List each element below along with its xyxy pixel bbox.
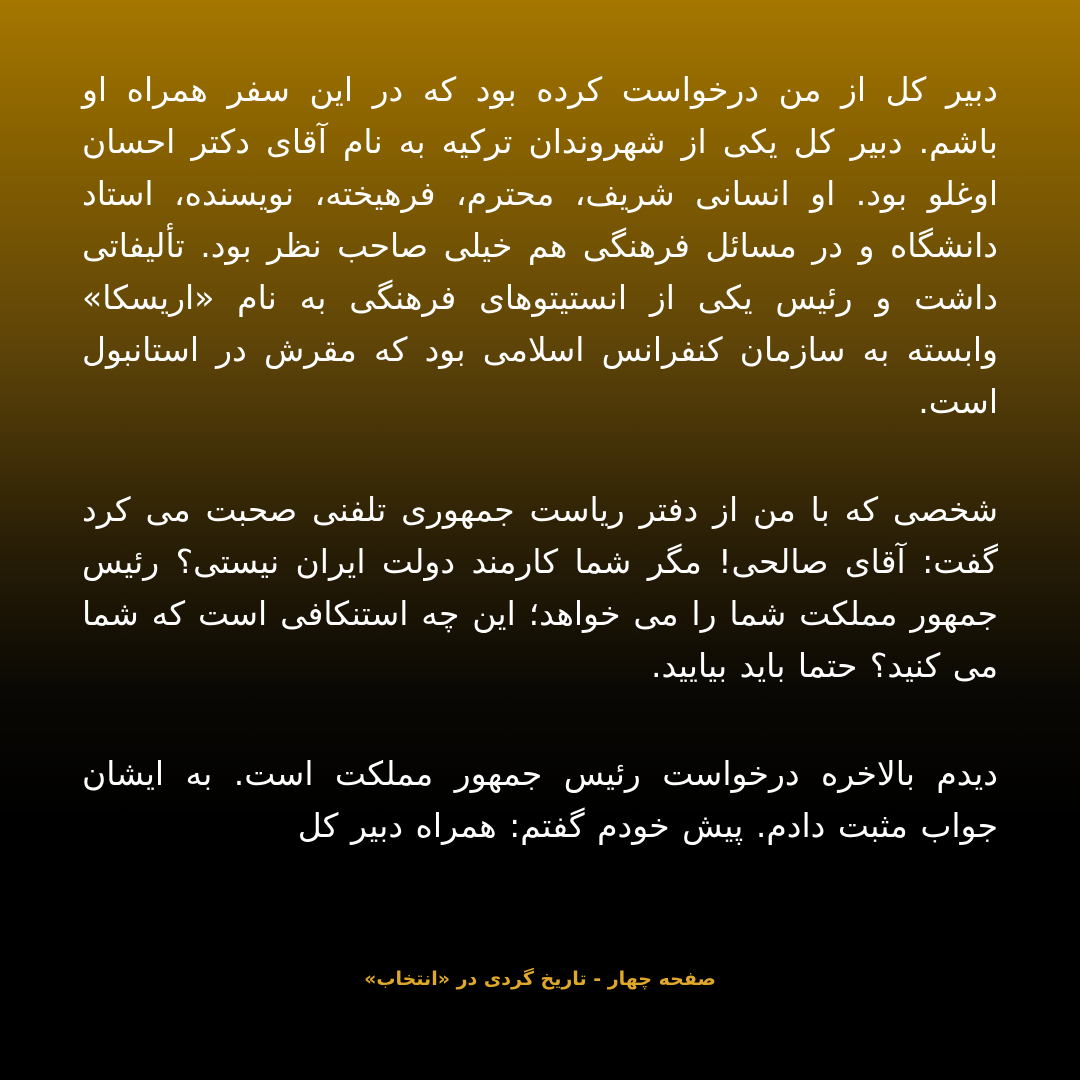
paragraph-2: شخصی که با من از دفتر ریاست جمهوری تلفنی صحبت می کرد گفت: آقای صالحی! مگر شما کارمند دولت ایران نیستی؟ رئیس جمهور مملکت شما را می خواهد؛ این چه استنکافی است که شما می کنید؟ حتما باید بیایید.: [82, 490, 998, 685]
page-footer-caption: صفحه چهار - تاریخ گردی در «انتخاب»: [364, 968, 716, 990]
article-body: [82, 64, 998, 908]
paragraph-3: دیدم بالاخره درخواست رئیس جمهور مملکت است. به ایشان جواب مثبت دادم. پیش خودم گفتم: همراه دبیر کل: [82, 754, 998, 845]
paragraph-1: دبیر کل از من درخواست کرده بود که در این سفر همراه او باشم. دبیر کل یکی از شهروندان ترکیه به نام آقای دکتر احسان اوغلو بود. او انسانی شریف، محترم، فرهیخته، نویسنده، استاد دانشگاه و در مسائل فرهنگی هم خیلی صاحب نظر بود. تألیفاتی داشت و رئیس یکی از انستیتوهای فرهنگی به نام «اریسکا» وابسته به سازمان کنفرانس اسلامی بود که مقرش در استانبول است.: [82, 70, 998, 421]
